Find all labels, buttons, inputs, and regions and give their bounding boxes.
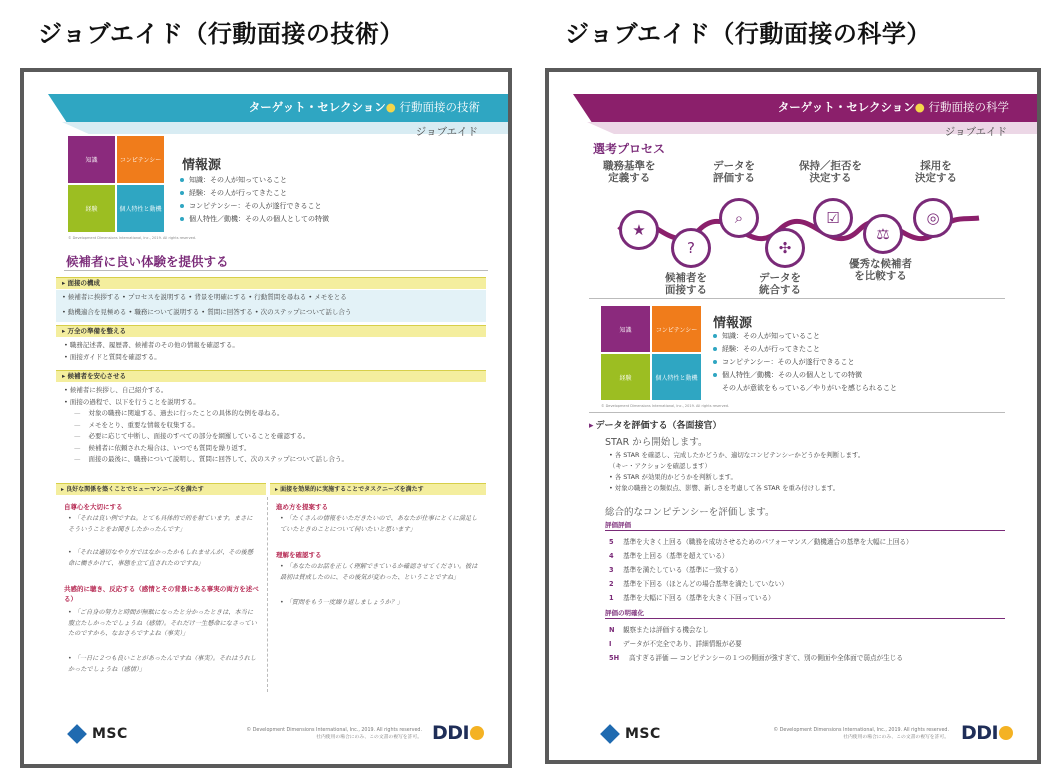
banner-subtitle: ジョブエイド — [944, 126, 1007, 138]
clarify-row-5h: 5H 高すぎる評価 ― コンピテンシーの１つの側面が強すぎて、別の側面や全体面で弱点が生じる — [609, 654, 903, 662]
evaluate-data-heading: ▸ データを評価する（各面接官） — [589, 421, 722, 431]
caption-technique: ジョブエイド（行動面接の技術） — [38, 20, 404, 48]
step-label-hold-reject: 保持／拒否を 決定する — [799, 160, 862, 184]
quad-competency: コンピテンシー — [652, 306, 701, 352]
msc-diamond-icon — [67, 724, 87, 744]
banner-title: ターゲット・セレクション● 行動面接の科学 — [777, 100, 1009, 114]
interview-structure-box — [56, 290, 486, 322]
step-balance-scale-icon: ⚖ — [863, 214, 903, 254]
star-instructions: • 各 STAR を確認し、完成したかどうか、適切なコンピテンシーかどうかを判断します。 （キー・アクションを確認します） • 各 STAR が効果的かどうかを判断します。 • 対象の職務との類似点、影響、新しさを考慮して各 STAR を重み付けします。 — [609, 451, 865, 492]
info-item: コンピテンシー：その人が遂行できること — [180, 200, 329, 213]
quote-example: • 「一日に２つも良いことがあったんですね（事実）。それはうれしかったでしょうね（感情）」 — [68, 655, 257, 673]
banner-subtitle: ジョブエイド — [415, 126, 478, 138]
heading-empathy: 共感的に聴き、反応する（感情とその背景にある事実の両方を述べる） — [64, 585, 259, 603]
quote-example: • 「たくさんの情報をいただきたいので、あなたが仕事にとくに満足していたときのことについて伺いたいと思います」 — [280, 515, 478, 533]
caption-science: ジョブエイド（行動面接の科学） — [565, 20, 931, 48]
quote-example: • 「質問をもう一度繰り返しましょうか？」 — [280, 599, 404, 606]
heading-self-esteem: 自尊心を大切にする — [64, 503, 123, 511]
info-item: 経験：その人が行ってきたこと — [180, 187, 329, 200]
bar-task-needs: ▸ 面接を効果的に実施することでタスクニーズを満たす — [270, 483, 486, 495]
info-item: 個人特性／動機：その人の個人としての特徴 — [180, 213, 329, 226]
section-title-candidate-experience: 候補者に良い体験を提供する — [66, 254, 229, 269]
job-aid-technique-sheet[interactable] — [20, 68, 512, 768]
info-item: 個人特性／動機：その人の個人としての特徴 — [713, 369, 897, 382]
quad-knowledge: 知識 — [601, 306, 650, 352]
step-label-compare-candidates: 優秀な候補者 を比較する — [849, 258, 912, 282]
step-checklist-icon: ☑ — [813, 198, 853, 238]
heading-confirm-understanding: 理解を確認する — [276, 551, 322, 559]
bar-human-needs: ▸ 良好な関係を築くことでヒューマンニーズを満たす — [56, 483, 266, 495]
rating-row-3: 3 基準を満たしている（基準に一致する） — [609, 566, 742, 574]
rating-row-2: 2 基準を下回る（ほとんどの場合基準を満たしていない） — [609, 580, 788, 588]
structure-line: • 候補者に挨拶する • プロセスを説明する • 背景を明確にする • 行動質問を尋ねる • メモをとる — [62, 293, 347, 301]
bar-interview-structure: ▸ 面接の構成 — [56, 277, 486, 289]
info-item: コンピテンシー：その人が遂行できること — [713, 356, 897, 369]
step-label-interview: 候補者を 面接する — [665, 272, 707, 296]
info-divider — [589, 412, 1005, 413]
quad-copyright: © Development Dimensions International, Inc., 2019. All rights reserved. — [68, 236, 197, 240]
step-label-define-criteria: 職務基準を 定義する — [603, 160, 656, 184]
quad-copyright: © Development Dimensions International, Inc., 2019. All rights reserved. — [601, 404, 730, 408]
step-label-hire-decision: 採用を 決定する — [915, 160, 957, 184]
dimension-quadrant-logo — [68, 136, 164, 232]
rating-row-1: 1 基準を大幅に下回る（基準を大きく下回っている） — [609, 594, 775, 602]
quad-traits-motivation: 個人特性と動機 — [652, 354, 701, 400]
quote-example: • 「あなたのお話を正しく理解できているか確認させてください。彼は最初は賛成したのに、その後気が変わった、ということですね」 — [280, 563, 478, 581]
step-label-integrate-data: データを 統合する — [759, 272, 801, 296]
job-aid-science-sheet[interactable] — [545, 68, 1041, 764]
quad-competency: コンピテンシー — [117, 136, 164, 183]
bar-preparation: ▸ 万全の準備を整える — [56, 325, 486, 337]
info-source-title: 情報源 — [182, 158, 222, 173]
msc-logo: MSC — [603, 726, 661, 742]
bar-put-at-ease: ▸ 候補者を安心させる — [56, 370, 486, 382]
msc-diamond-icon — [600, 724, 620, 744]
ddi-logo: DDI — [961, 722, 1013, 744]
step-magnifier-doc-icon: ⌕ — [719, 198, 759, 238]
dimension-quadrant-logo — [601, 306, 701, 400]
banner-title: ターゲット・セレクション● 行動面接の技術 — [248, 100, 480, 114]
ddi-globe-icon — [999, 726, 1013, 740]
quad-experience: 経験 — [68, 185, 115, 232]
quad-traits-motivation: 個人特性と動機 — [117, 185, 164, 232]
quote-example: • 「それは良い例ですね。とても具体的で的を射ています。まさにそういうことをお聞きしたかったんです」 — [68, 515, 253, 533]
section-divider — [64, 270, 488, 271]
column-divider — [267, 497, 268, 692]
ddi-globe-icon — [470, 726, 484, 740]
rating-clarification-heading: 評価の明確化 — [605, 608, 1005, 619]
structure-line: • 動機適合を見極める • 職務について説明する • 質問に回答する • 次のステップについて話し合う — [62, 308, 352, 316]
rating-scale-heading: 評価評価 — [605, 520, 1005, 531]
quad-knowledge: 知識 — [68, 136, 115, 183]
step-search-star-icon: ★ — [619, 210, 659, 250]
info-item: その人が意欲をもっている／やりがいを感じられること — [722, 384, 897, 392]
footer-copyright: © Development Dimensions International, Inc., 2019. All rights reserved. 社内使用の場合にのみ、この文書の複写を許可。 — [246, 728, 422, 740]
rating-row-5: 5 基準を大きく上回る（職務を成功させるためのパフォーマンス／動機適合の基準を大幅に上回る） — [609, 538, 913, 546]
put-at-ease-list: • 候補者に挨拶し、自己紹介する。 • 面接の過程で、以下を行うことを説明する。 — 対象の職務に関連する、過去に行ったことの具体的な例を尋ねる。 — メモをとり、重要な情報を収集する。 — 必要に応じて中断し、面接のすべての部分を網羅していることを確認する。 — 候補者に依頼された場合は、いつでも質問を繰り返す。 — 面接の最後に、職務について説明し、質問に回答して、次のステップについて話し合う。 — [64, 386, 348, 463]
clarify-row-i: I データが不完全であり、詳細情報が必要 — [609, 640, 742, 648]
quad-experience: 経験 — [601, 354, 650, 400]
quote-example: • 「ご自身の努力と時間が無駄になったと分かったときは、本当に腹立たしかったでしょうね（感情）。それだけ一生懸命になさっていたのですから、なおさらですよね（事実）」 — [68, 609, 257, 637]
heading-propose-process: 進め方を提案する — [276, 503, 328, 511]
step-question-chat-icon: ? — [671, 228, 711, 268]
quote-example: • 「それは適切なやり方ではなかったかもしれませんが、その後懸命に働きかけて、事態を立て直されたのですね」 — [68, 549, 254, 567]
star-heading: STAR から開始します。 — [605, 437, 708, 448]
overall-competency-heading: 総合的なコンピテンシーを評価します。 — [605, 507, 775, 518]
process-divider — [589, 298, 1005, 299]
info-source-list — [180, 174, 329, 226]
selection-process-title: 選考プロセス — [593, 142, 666, 156]
info-item: 知識：その人が知っていること — [713, 330, 897, 343]
preparation-list: • 職務記述書、履歴書、候補者のその他の情報を確認する。 • 面接ガイドと質問を確認する。 — [64, 341, 239, 361]
step-label-evaluate-data: データを 評価する — [713, 160, 755, 184]
step-arrows-merge-icon: ✣ — [765, 228, 805, 268]
step-target-icon: ◎ — [913, 198, 953, 238]
rating-row-4: 4 基準を上回る（基準を超えている） — [609, 552, 729, 560]
info-item: 知識：その人が知っていること — [180, 174, 329, 187]
info-source-list — [713, 330, 897, 395]
footer-copyright: © Development Dimensions International, Inc., 2019. All rights reserved. 社内使用の場合にのみ、この文書の複写を許可。 — [773, 728, 949, 740]
clarify-row-n: N 観察または評価する機会なし — [609, 626, 709, 634]
ddi-logo: DDI — [432, 722, 484, 744]
msc-logo: MSC — [70, 726, 128, 742]
info-source-title: 情報源 — [713, 316, 753, 331]
info-item: 経験：その人が行ってきたこと — [713, 343, 897, 356]
